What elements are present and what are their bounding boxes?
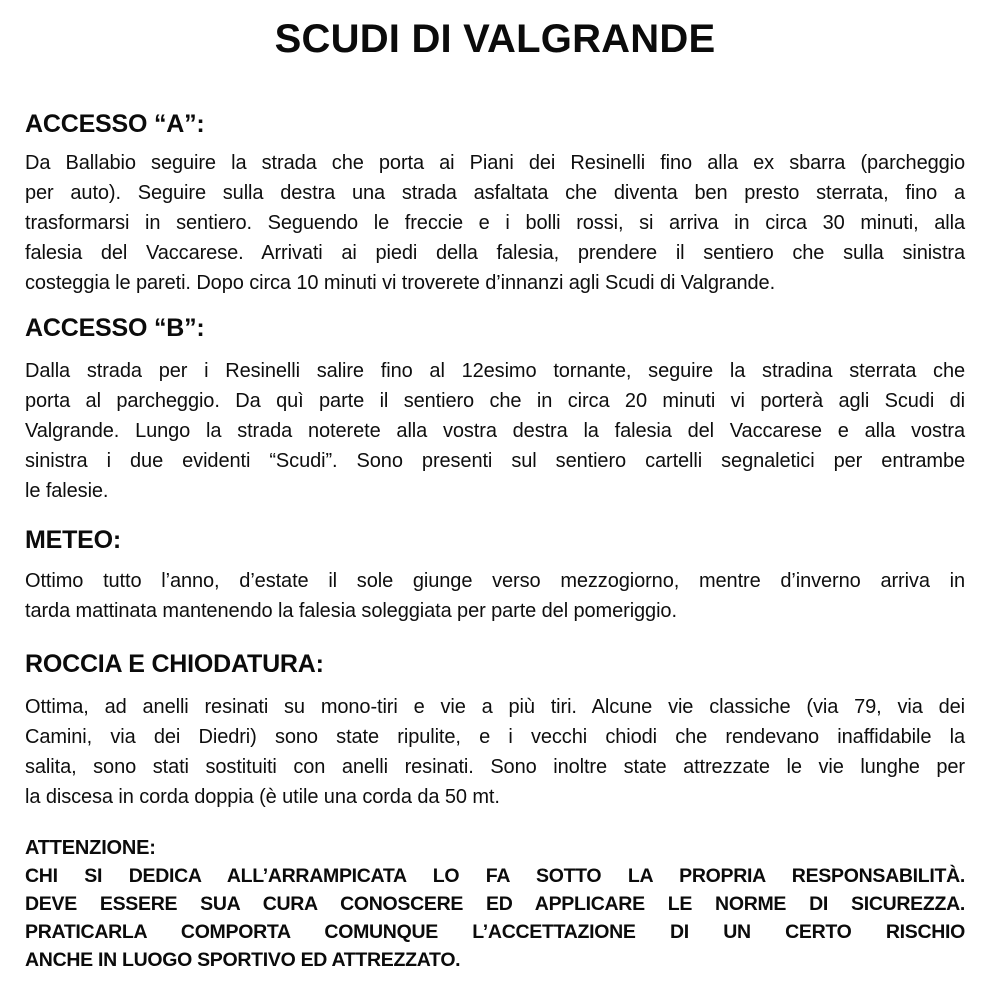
section-paragraph-roccia-e-chiodatura: [25, 692, 965, 812]
text-line: trasformarsi in sentiero. Seguendo le freccie e i bolli rossi, si arriva in circa 30 minuti, alla: [25, 212, 965, 234]
section-attenzione: [25, 834, 965, 974]
text-line: Ottima, ad anelli resinati su mono-tiri e vie a più tiri. Alcune vie classiche (via 79, via dei: [25, 696, 965, 718]
text-line: PRATICARLA COMPORTA COMUNQUE L’ACCETTAZIONE DI UN CERTO RISCHIO: [25, 921, 965, 943]
text-line: falesia del Vaccarese. Arrivati ai piedi della falesia, prendere il sentiero che sulla sinistra: [25, 242, 965, 264]
text-line: Valgrande. Lungo la strada noterete alla vostra destra la falesia del Vaccarese e alla vostra: [25, 420, 965, 442]
page-title: SCUDI DI VALGRANDE: [274, 17, 716, 61]
text-line: ANCHE IN LUOGO SPORTIVO ED ATTREZZATO.: [25, 949, 461, 971]
section-heading-accesso-b: ACCESSO “B”:: [25, 314, 205, 342]
text-line: costeggia le pareti. Dopo circa 10 minuti vi troverete d’innanzi agli Scudi di Valgrande.: [25, 272, 776, 294]
text-line: la discesa in corda doppia (è utile una corda da 50 mt.: [25, 786, 500, 808]
text-line: porta al parcheggio. Da quì parte il sentiero che in circa 20 minuti vi porterà agli Scudi di: [25, 390, 965, 412]
text-line: Camini, via dei Diedri) sono state ripulite, e i vecchi chiodi che rendevano inaffidabile la: [25, 726, 965, 748]
warning-paragraph: [25, 862, 965, 974]
section-paragraph-accesso-a: [25, 148, 965, 298]
text-line: Ottimo tutto l’anno, d’estate il sole giunge verso mezzogiorno, mentre d’inverno arriva in: [25, 570, 965, 592]
text-line: Da Ballabio seguire la strada che porta ai Piani dei Resinelli fino alla ex sbarra (parcheggio: [25, 152, 965, 174]
section-accesso-a: [25, 108, 965, 298]
section-heading-roccia-e-chiodatura: ROCCIA E CHIODATURA:: [25, 650, 324, 678]
section-meteo: [25, 524, 965, 626]
warning-heading: ATTENZIONE:: [25, 837, 156, 859]
section-heading-meteo: METEO:: [25, 526, 122, 554]
section-accesso-b: [25, 312, 965, 506]
text-line: le falesie.: [25, 480, 109, 502]
text-line: salita, sono stati sostituiti con anelli resinati. Sono inoltre state attrezzate le vie lunghe per: [25, 756, 965, 778]
section-paragraph-meteo: [25, 566, 965, 626]
section-heading-accesso-a: ACCESSO “A”:: [25, 110, 205, 138]
text-line: Dalla strada per i Resinelli salire fino al 12esimo tornante, seguire la stradina sterrata che: [25, 360, 965, 382]
text-line: CHI SI DEDICA ALL’ARRAMPICATA LO FA SOTTO LA PROPRIA RESPONSABILITÀ.: [25, 865, 965, 887]
section-roccia-e-chiodatura: [25, 648, 965, 812]
text-line: sinistra i due evidenti “Scudi”. Sono presenti sul sentiero cartelli segnaletici per entrambe: [25, 450, 965, 472]
text-line: DEVE ESSERE SUA CURA CONOSCERE ED APPLICARE LE NORME DI SICUREZZA.: [25, 893, 965, 915]
text-line: tarda mattinata mantenendo la falesia soleggiata per parte del pomeriggio.: [25, 600, 677, 622]
text-line: per auto). Seguire sulla destra una strada asfaltata che diventa ben presto sterrata, fino a: [25, 182, 965, 204]
section-paragraph-accesso-b: [25, 356, 965, 506]
